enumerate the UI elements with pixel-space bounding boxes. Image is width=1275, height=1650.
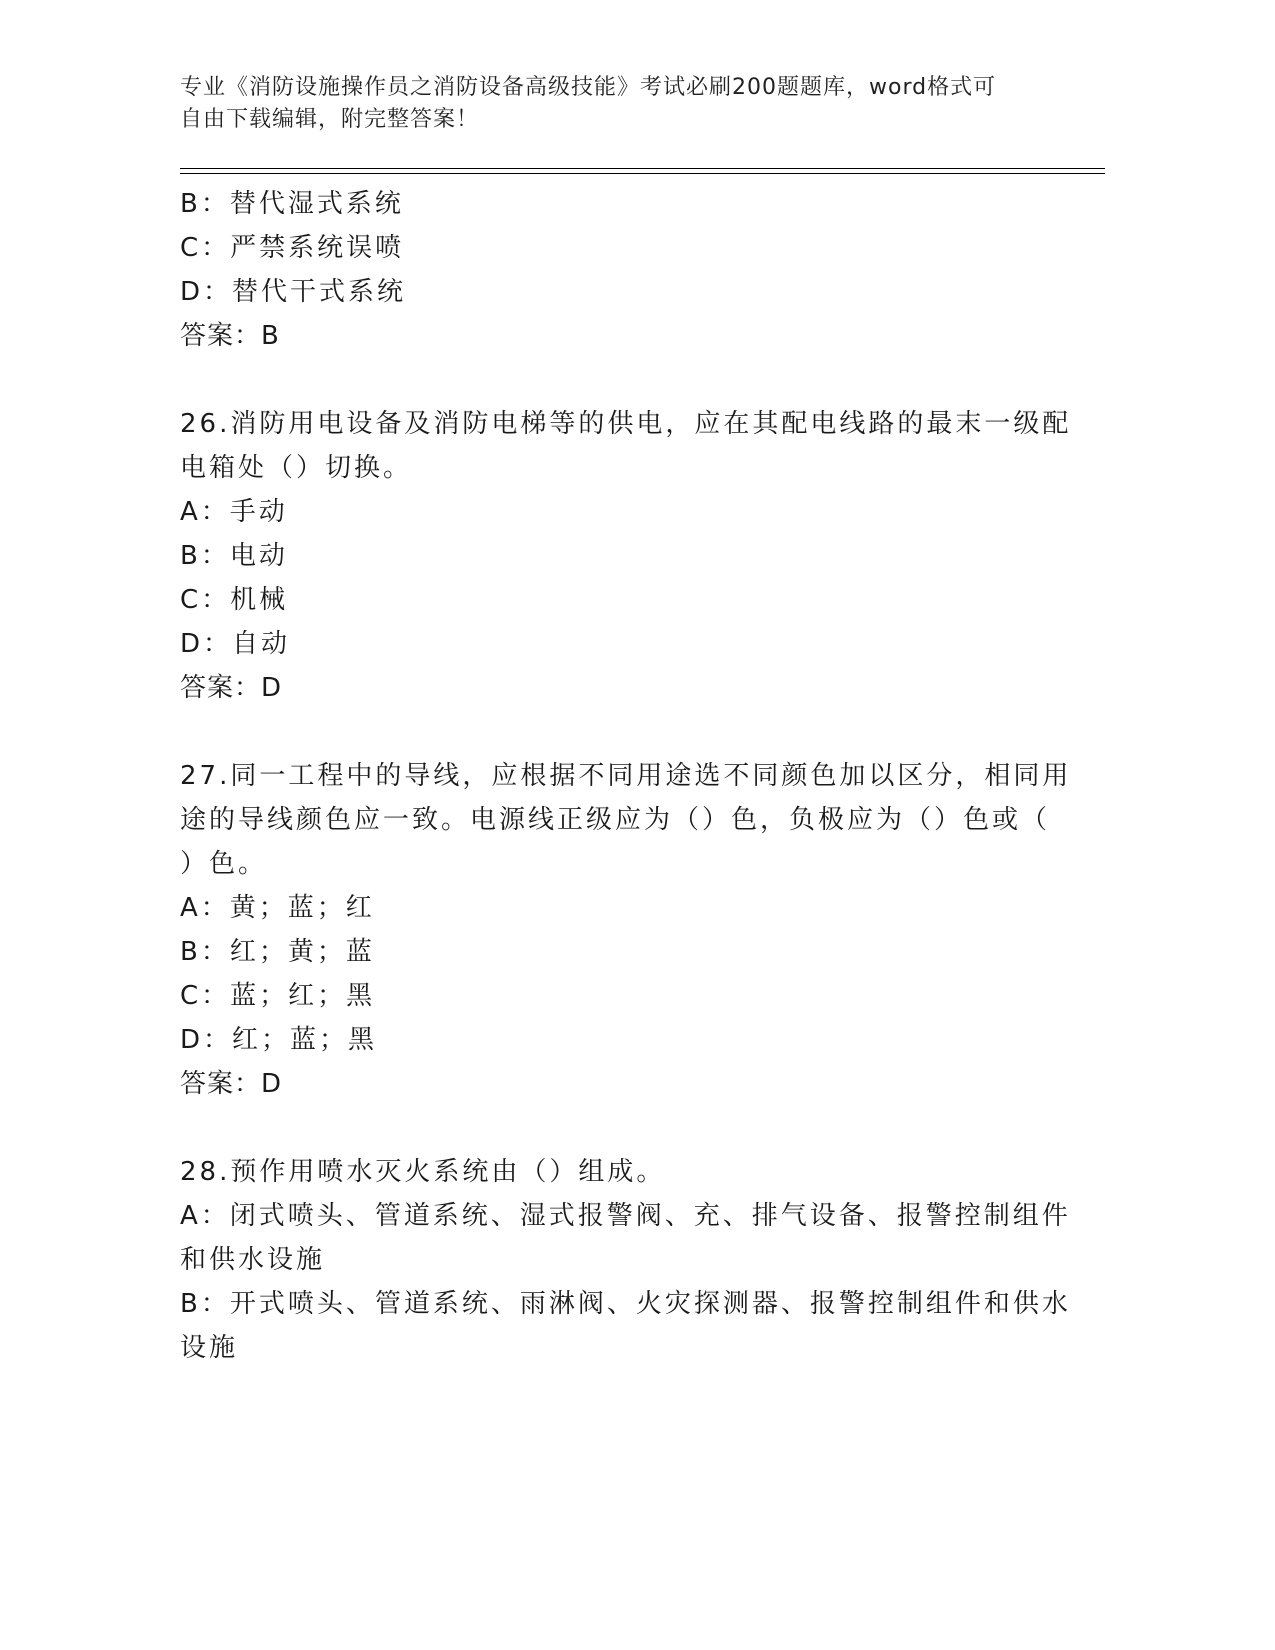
question-28 [180, 1150, 1071, 1370]
question-27 [180, 754, 1072, 1106]
option-b: B：开式喷头、管道系统、雨淋阀、火灾探测器、报警控制组件和供水 [180, 1289, 1071, 1319]
header-line-2: 自由下载编辑，附完整答案！ [180, 107, 480, 132]
spacer [180, 710, 1040, 754]
option-b: B：替代湿式系统 [180, 189, 404, 219]
option-b-continued: 设施 [180, 1333, 239, 1363]
question-text: 电箱处（）切换。 [180, 453, 413, 483]
partial-question [180, 182, 1040, 358]
question-26 [180, 402, 1072, 710]
header-divider-top [180, 168, 1105, 169]
option-c: C：蓝；红；黑 [180, 981, 376, 1011]
question-content [180, 182, 1072, 1370]
option-b: B：红；黄；蓝 [180, 937, 375, 967]
option-a: A：黄；蓝；红 [180, 893, 375, 923]
header-divider-bottom [180, 173, 1105, 174]
header-line-1: 专业《消防设施操作员之消防设备高级技能》考试必刷200题题库，word格式可 [180, 75, 997, 100]
spacer [180, 1106, 1040, 1150]
question-text: ）色。 [180, 849, 268, 879]
option-c: C：严禁系统误喷 [180, 233, 405, 263]
answer-label: 答案：D [180, 1069, 283, 1099]
document-header [180, 72, 1040, 136]
option-d: D：替代干式系统 [180, 277, 407, 307]
answer-label: 答案：B [180, 321, 280, 351]
option-d: D：红；蓝；黑 [180, 1025, 378, 1055]
question-text: 28.预作用喷水灭火系统由（）组成。 [180, 1157, 666, 1187]
option-c: C：机械 [180, 585, 289, 615]
question-text: 27.同一工程中的导线，应根据不同用途选不同颜色加以区分，相同用 [180, 761, 1072, 791]
option-a: A：闭式喷头、管道系统、湿式报警阀、充、排气设备、报警控制组件 [180, 1201, 1071, 1231]
question-text: 26.消防用电设备及消防电梯等的供电，应在其配电线路的最末一级配 [180, 409, 1072, 439]
option-a: A：手动 [180, 497, 288, 527]
spacer [180, 358, 1040, 402]
option-d: D：自动 [180, 629, 291, 659]
option-b: B：电动 [180, 541, 288, 571]
answer-label: 答案：D [180, 673, 283, 703]
question-text: 途的导线颜色应一致。电源线正级应为（）色，负极应为（）色或（ [180, 805, 1051, 835]
option-a-continued: 和供水设施 [180, 1245, 326, 1275]
